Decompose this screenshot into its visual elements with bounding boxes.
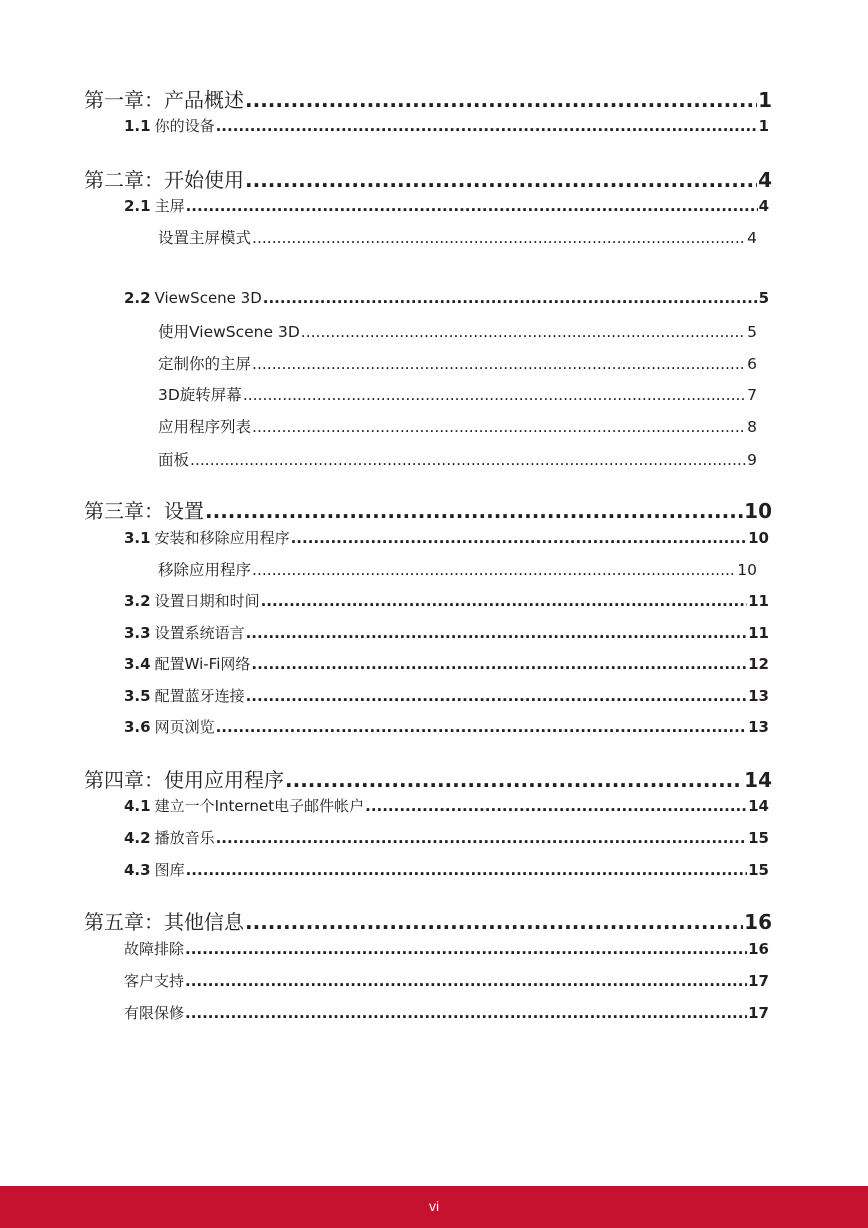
dot-leader <box>216 829 748 847</box>
toc-entry-label: 第二章：开始使用 <box>84 168 244 192</box>
toc-entry-label: 网页浏览 <box>154 718 215 736</box>
toc-entry-title <box>124 527 290 548</box>
toc-page-number: 13 <box>748 687 769 705</box>
toc-page-number: 16 <box>744 910 772 934</box>
toc-entry-title <box>124 795 364 816</box>
dot-leader <box>291 529 748 547</box>
toc-page-number: 14 <box>744 768 772 792</box>
footer-page-number: vi <box>428 1198 440 1214</box>
toc-section-entry[interactable] <box>124 970 769 991</box>
toc-page-number: 6 <box>747 355 757 373</box>
toc-entry-label: 图库 <box>154 861 185 879</box>
toc-section-number: 3.3 <box>124 624 151 642</box>
toc-entry-title <box>124 827 215 848</box>
toc-page-number: 1 <box>758 117 769 135</box>
toc-entry-title <box>124 195 185 216</box>
toc-entry-label: 配置Wi-Fi网络 <box>154 655 251 673</box>
toc-entry-title <box>158 383 242 405</box>
toc-sub-entry[interactable] <box>158 383 757 405</box>
toc-entry-label: 第一章：产品概述 <box>84 88 244 112</box>
dot-leader <box>246 624 748 642</box>
toc-chapter-entry[interactable] <box>84 906 772 935</box>
toc-page-number: 4 <box>758 197 769 215</box>
dot-leader <box>365 797 747 815</box>
dot-leader <box>216 117 758 135</box>
toc-section-entry[interactable] <box>124 115 769 136</box>
toc-chapter-entry[interactable] <box>84 84 772 113</box>
toc-section-entry[interactable] <box>124 289 769 307</box>
dot-leader <box>252 561 736 579</box>
toc-section-entry[interactable] <box>124 685 769 706</box>
dot-leader <box>190 451 746 469</box>
toc-page-number: 14 <box>748 797 769 815</box>
toc-entry-label: 使用ViewScene 3D <box>158 323 300 341</box>
toc-page-number: 11 <box>748 624 769 642</box>
footer-bar <box>0 1186 868 1228</box>
toc-section-entry[interactable] <box>124 622 769 643</box>
toc-entry-label: 设置系统语言 <box>154 624 245 642</box>
toc-entry-label: 有限保修 <box>124 1004 185 1022</box>
toc-page-number: 15 <box>748 861 769 879</box>
toc-entry-label: 第五章：其他信息 <box>84 910 244 934</box>
toc-entry-title <box>124 653 250 674</box>
toc-chapter-entry[interactable] <box>84 164 772 193</box>
dot-leader <box>251 655 747 673</box>
toc-entry-title <box>158 320 300 342</box>
toc-page-number: 15 <box>748 829 769 847</box>
toc-page-number: 17 <box>748 972 769 990</box>
toc-entry-label: 故障排除 <box>124 940 185 958</box>
toc-page-number: 9 <box>747 451 757 469</box>
toc-entry-title <box>158 415 251 437</box>
toc-page-number: 4 <box>747 229 757 247</box>
toc-page-number: 13 <box>748 718 769 736</box>
toc-page-number: 10 <box>748 529 769 547</box>
dot-leader <box>263 289 758 307</box>
toc-entry-label: 移除应用程序 <box>158 561 252 579</box>
toc-section-number: 3.6 <box>124 718 151 736</box>
toc-page-number: 4 <box>758 168 772 192</box>
toc-section-number: 4.1 <box>124 797 151 815</box>
toc-page-number: 7 <box>747 386 757 404</box>
toc-page-number: 17 <box>748 1004 769 1022</box>
toc-section-entry[interactable] <box>124 1002 769 1023</box>
dot-leader <box>216 718 748 736</box>
dot-leader <box>205 499 743 523</box>
dot-leader <box>245 88 757 112</box>
toc-entry-title <box>124 716 215 737</box>
dot-leader <box>261 592 748 610</box>
dot-leader <box>185 972 747 990</box>
toc-page-number: 10 <box>737 561 757 579</box>
toc-entry-title <box>124 622 245 643</box>
toc-sub-entry[interactable] <box>158 448 757 470</box>
toc-section-entry[interactable] <box>124 195 769 216</box>
toc-section-number: 2.1 <box>124 197 151 215</box>
dot-leader <box>243 386 746 404</box>
toc-entry-title <box>158 448 189 470</box>
toc-entry-label: 第四章：使用应用程序 <box>84 768 284 792</box>
toc-entry-label: 面板 <box>158 451 190 469</box>
toc-chapter-entry[interactable] <box>84 764 772 793</box>
toc-entry-label: 主屏 <box>154 197 185 215</box>
toc-section-entry[interactable] <box>124 590 769 611</box>
toc-page-number: 12 <box>748 655 769 673</box>
toc-section-entry[interactable] <box>124 827 769 848</box>
toc-chapter-entry[interactable] <box>84 495 772 524</box>
toc-sub-entry[interactable] <box>158 558 757 580</box>
toc-entry-label: 第三章：设置 <box>84 499 204 523</box>
toc-entry-label: 定制你的主屏 <box>158 355 252 373</box>
toc-section-number: 4.3 <box>124 861 151 879</box>
toc-entry-title <box>158 352 251 374</box>
dot-leader <box>185 940 747 958</box>
toc-entry-title <box>124 970 184 991</box>
toc-page-number: 10 <box>744 499 772 523</box>
dot-leader <box>301 323 746 341</box>
toc-section-entry[interactable] <box>124 653 769 674</box>
toc-entry-title <box>124 289 262 307</box>
toc-entry-label: 播放音乐 <box>154 829 215 847</box>
toc-entry-title <box>158 226 251 248</box>
toc-entry-title <box>124 685 245 706</box>
toc-entry-label: 安装和移除应用程序 <box>154 529 290 547</box>
toc-entry-title <box>84 906 244 935</box>
toc-section-number: 3.1 <box>124 529 151 547</box>
toc-entry-label: 3D旋转屏幕 <box>158 386 242 404</box>
dot-leader <box>252 355 746 373</box>
toc-entry-label: 配置蓝牙连接 <box>154 687 245 705</box>
toc-section-entry[interactable] <box>124 938 769 959</box>
toc-entry-title <box>84 495 204 524</box>
dot-leader <box>252 418 746 436</box>
toc-entry-title <box>84 84 244 113</box>
toc-entry-label: 建立一个Internet电子邮件帐户 <box>154 797 365 815</box>
dot-leader <box>185 1004 747 1022</box>
dot-leader <box>246 687 748 705</box>
toc-sub-entry[interactable] <box>158 415 757 437</box>
toc-entry-title <box>124 859 185 880</box>
toc-section-number: 2.2 <box>124 289 151 307</box>
dot-leader <box>245 910 743 934</box>
toc-entry-label: 设置主屏模式 <box>158 229 252 247</box>
toc-section-entry[interactable] <box>124 527 769 548</box>
toc-section-number: 3.4 <box>124 655 151 673</box>
toc-sub-entry[interactable] <box>158 352 757 374</box>
toc-section-number: 4.2 <box>124 829 151 847</box>
toc-section-entry[interactable] <box>124 859 769 880</box>
toc-entry-title <box>124 1002 184 1023</box>
toc-entry-title <box>84 164 244 193</box>
toc-page-number: 5 <box>747 323 757 341</box>
toc-section-number: 3.5 <box>124 687 151 705</box>
toc-sub-entry[interactable] <box>158 320 757 342</box>
dot-leader <box>285 768 743 792</box>
toc-page-number: 11 <box>748 592 769 610</box>
toc-page-number: 16 <box>748 940 769 958</box>
toc-section-number: 1.1 <box>124 117 151 135</box>
dot-leader <box>252 229 746 247</box>
toc-section-entry[interactable] <box>124 716 769 737</box>
toc-sub-entry[interactable] <box>158 226 757 248</box>
toc-entry-title <box>158 558 251 580</box>
toc-section-number: 3.2 <box>124 592 151 610</box>
toc-page-number: 1 <box>758 88 772 112</box>
toc-entry-label: 应用程序列表 <box>158 418 252 436</box>
toc-entry-label: 你的设备 <box>154 117 215 135</box>
dot-leader <box>245 168 757 192</box>
toc-entry-label: ViewScene 3D <box>154 289 262 307</box>
toc-entry-title <box>124 115 215 136</box>
toc-entry-label: 客户支持 <box>124 972 185 990</box>
toc-entry-title <box>124 590 260 611</box>
toc-page-number: 5 <box>758 289 769 307</box>
toc-entry-title <box>84 764 284 793</box>
toc-section-entry[interactable] <box>124 795 769 816</box>
toc-entry-label: 设置日期和时间 <box>154 592 260 610</box>
toc-page-number: 8 <box>747 418 757 436</box>
toc-entry-title <box>124 938 184 959</box>
dot-leader <box>186 197 758 215</box>
dot-leader <box>186 861 748 879</box>
